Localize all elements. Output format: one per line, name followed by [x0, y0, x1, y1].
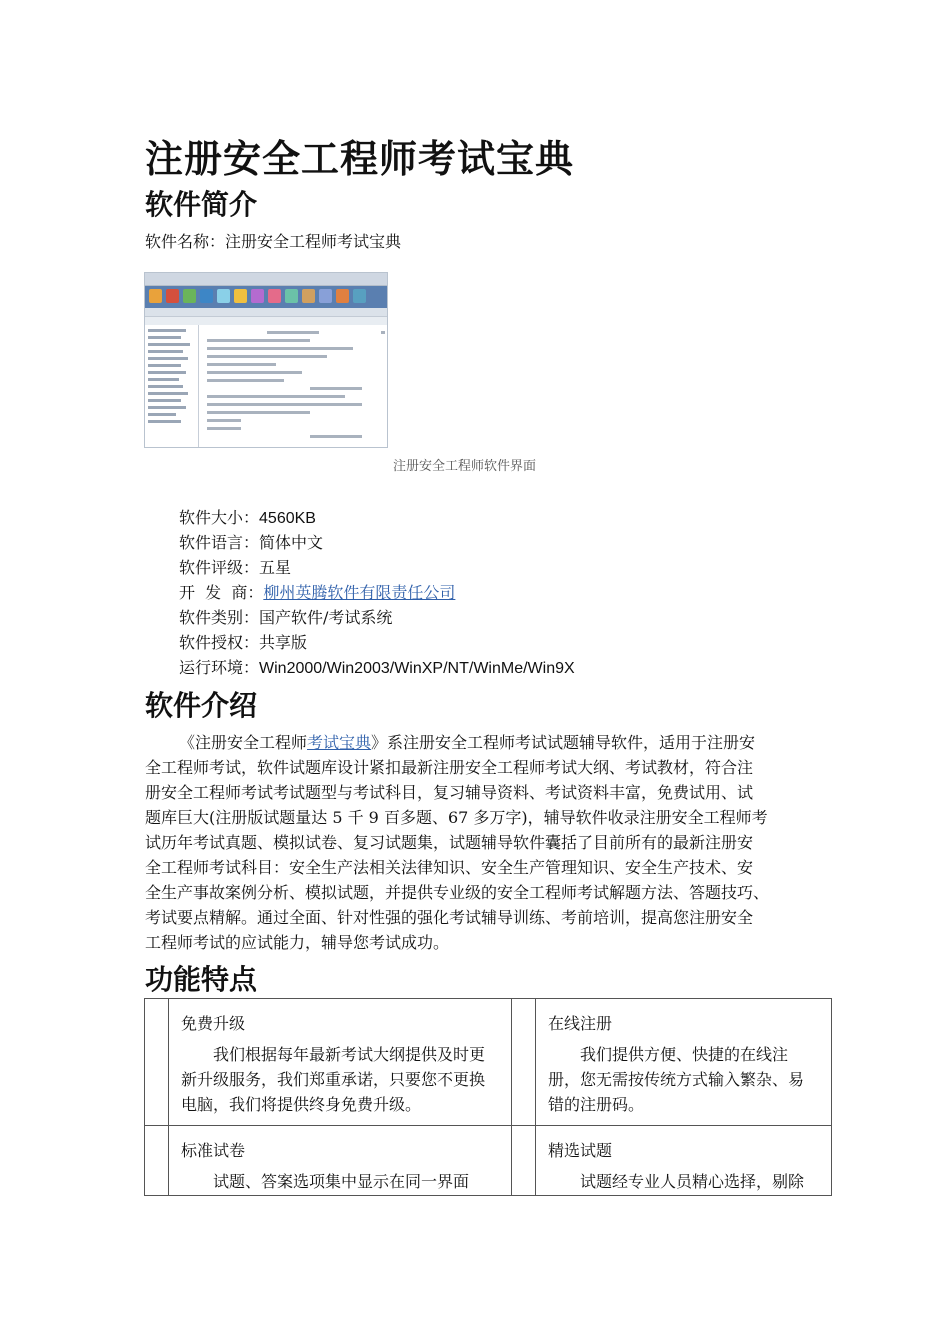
- intro-line-8: 考试要点精解。通过全面、针对性强的强化考试辅导训练、考前培训，提高您注册安全: [145, 908, 754, 927]
- feature-title: 精选试题: [548, 1141, 613, 1160]
- intro-line-1: [179, 730, 755, 753]
- feature-title: 在线注册: [548, 1014, 613, 1033]
- info-value: 国产软件/考试系统: [259, 608, 393, 627]
- feature-cell: [536, 1126, 832, 1196]
- intro-line-9: 工程师考试的应试能力，辅导您考试成功。: [145, 933, 450, 952]
- info-label: 开 发 商：: [179, 583, 264, 602]
- info-label: 软件授权：: [179, 633, 260, 652]
- info-license: [179, 630, 307, 653]
- table-row: [145, 1126, 832, 1196]
- intro-line-7: 全生产事故案例分析、模拟试题，并提供专业级的安全工程师考试解题方法、答题技巧、: [145, 883, 770, 902]
- table-gutter: [512, 1126, 536, 1196]
- info-label: 软件评级：: [179, 558, 260, 577]
- feature-text: 我们根据每年最新考试大纲提供及时更新升级服务，我们郑重承诺，只要您不更换电脑，我们将提供终身免费升级。: [181, 1045, 486, 1114]
- document-title: 注册安全工程师考试宝典: [145, 136, 575, 181]
- info-environment: [179, 655, 575, 678]
- section-heading-features: 功能特点: [145, 963, 258, 996]
- intro-line-3: 册安全工程师考试考试题型与考试科目，复习辅导资料、考试资料丰富，免费试用、试: [145, 783, 754, 802]
- feature-cell: [536, 999, 832, 1126]
- info-developer: [179, 580, 455, 603]
- info-category: [179, 605, 392, 628]
- intro-text: 》系注册安全工程师考试试题辅导软件，适用于注册安: [371, 733, 756, 752]
- figure-caption: 注册安全工程师软件界面: [393, 459, 537, 474]
- intro-line-4: 题库巨大(注册版试题量达 5 千 9 百多题、67 多万字)，辅导软件收录注册安全工程师考: [145, 808, 768, 827]
- info-size: [179, 505, 316, 528]
- info-value: 五星: [259, 558, 292, 577]
- intro-line-2: 全工程师考试，软件试题库设计紧扣最新注册安全工程师考试大纲、考试教材，符合注: [145, 758, 754, 777]
- table-row: [145, 999, 832, 1126]
- info-value: Win2000/Win2003/WinXP/NT/WinMe/Win9X: [259, 660, 575, 677]
- developer-link[interactable]: 柳州英腾软件有限责任公司: [263, 583, 456, 602]
- intro-line-6: 全工程师考试科目：安全生产法相关法律知识、安全生产管理知识、安全生产技术、安: [145, 858, 754, 877]
- intro-text: 《注册安全工程师: [179, 733, 308, 752]
- feature-text: 试题、答案选项集中显示在同一界面: [213, 1172, 470, 1191]
- info-value: 简体中文: [259, 533, 324, 552]
- software-name-line: 软件名称：注册安全工程师考试宝典: [145, 232, 402, 251]
- info-value: 共享版: [259, 633, 308, 652]
- feature-title: 标准试卷: [181, 1141, 246, 1160]
- info-rating: [179, 555, 291, 578]
- feature-text: 我们提供方便、快捷的在线注册，您无需按传统方式输入繁杂、易错的注册码。: [548, 1045, 805, 1114]
- info-label: 软件大小：: [179, 508, 260, 527]
- table-gutter: [145, 1126, 169, 1196]
- info-value: 4560KB: [259, 510, 316, 527]
- info-label: 软件语言：: [179, 533, 260, 552]
- section-heading-introduction: 软件介绍: [145, 689, 258, 722]
- exam-guide-link[interactable]: 考试宝典: [307, 733, 372, 752]
- info-language: [179, 530, 323, 553]
- table-gutter: [512, 999, 536, 1126]
- intro-line-5: 试历年考试真题、模拟试卷、复习试题集，试题辅导软件囊括了目前所有的最新注册安: [145, 833, 754, 852]
- feature-cell: [169, 1126, 512, 1196]
- info-label: 软件类别：: [179, 608, 260, 627]
- table-gutter: [145, 999, 169, 1126]
- feature-title: 免费升级: [181, 1014, 246, 1033]
- feature-cell: [169, 999, 512, 1126]
- section-heading-intro: 软件简介: [145, 188, 258, 221]
- software-screenshot: [144, 272, 388, 448]
- features-table: [144, 998, 832, 1196]
- info-label: 运行环境：: [179, 658, 260, 677]
- feature-text: 试题经专业人员精心选择，剔除: [580, 1172, 805, 1191]
